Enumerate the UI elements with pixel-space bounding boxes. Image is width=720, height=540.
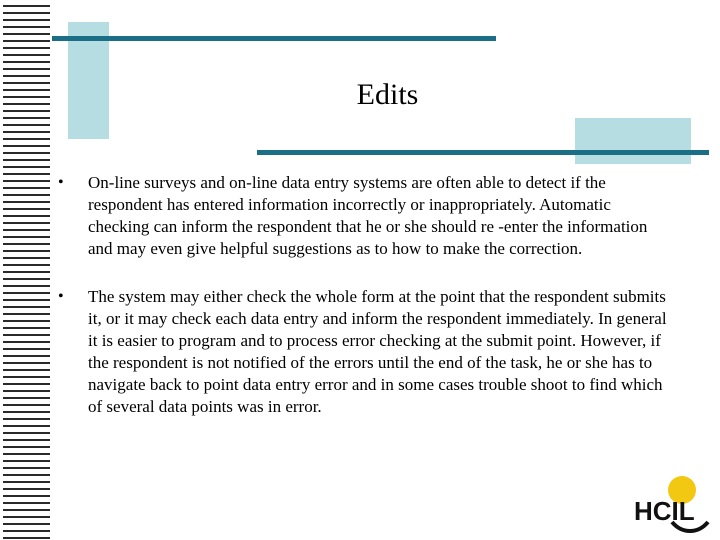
bullet-list: [58, 172, 668, 418]
bullet-marker: •: [58, 288, 64, 305]
bullet-item: [58, 172, 668, 260]
bullet-marker: •: [58, 174, 64, 191]
hcil-logo: [632, 476, 712, 536]
striped-margin: [0, 0, 50, 540]
bullet-text: The system may either check the whole form at the point that the respondent submits it, or it may check each data entry and inform the respondent immediately. In general it is easier to program and to process error checking at the submit point. However, if the respondent is not notified of the errors until the end of the task, he or she has to navigate back to point data entry error and in some cases trouble shoot to find which of several data points was in error.: [88, 287, 667, 416]
slide-title: Edits: [356, 78, 419, 111]
title-underline: [257, 150, 709, 155]
top-accent-line: [52, 36, 496, 41]
bottom-right-accent-block: [575, 118, 691, 164]
logo-wordmark: HCIL: [634, 496, 695, 526]
bullet-item: [58, 286, 668, 418]
bullet-text: On-line surveys and on-line data entry systems are often able to detect if the respondent has entered information incorrectly or inappropriately. Automatic checking can inform the respondent that he or she should re -enter the information and may even give helpful suggestions as to how to make the correction.: [88, 173, 648, 258]
